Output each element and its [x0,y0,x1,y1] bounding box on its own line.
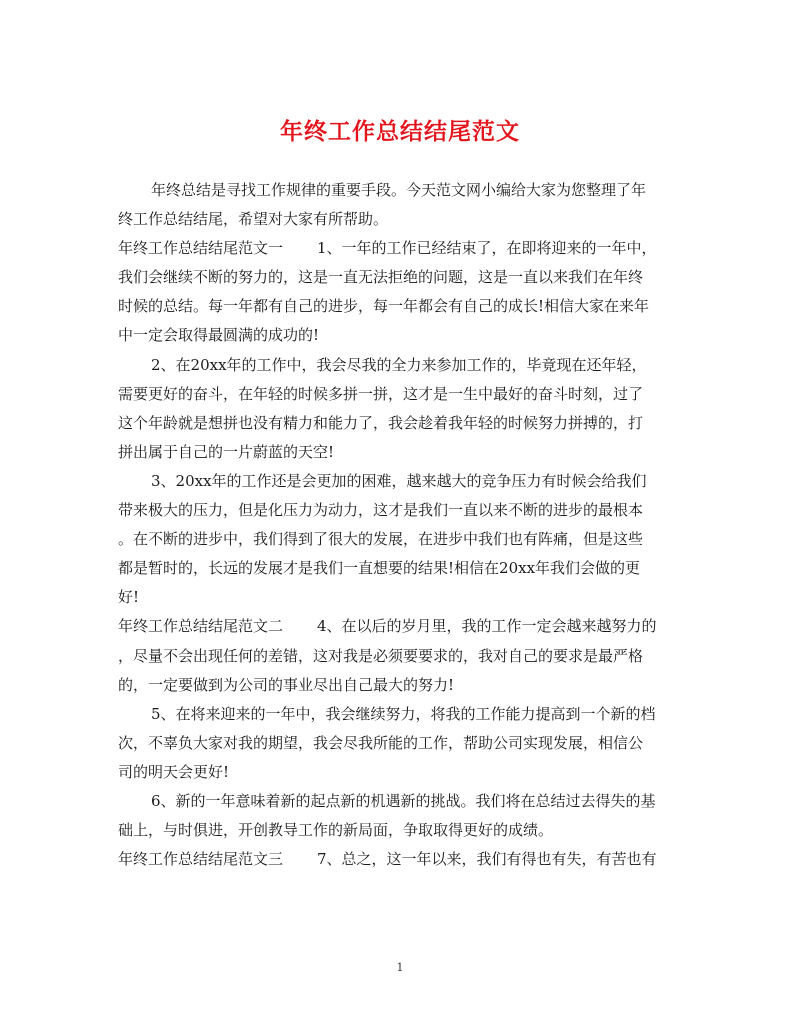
text-line [118,642,680,671]
section-label: 年终工作总结结尾范文二 [118,617,284,636]
line-text: 次，不辜负大家对我的期望，我会尽我所能的工作，帮助公司实现发展，相信公 [118,733,644,752]
line-text: 2、在20xx年的工作中，我会尽我的全力来参加工作的，毕竟现在还年轻， [151,355,647,374]
text-line [118,816,680,845]
line-text: 这个年龄就是想拼也没有精力和能力了，我会趁着我年轻的时候努力拼搏的，打 [118,413,644,432]
line-text: 时候的总结。每一年都有自己的进步，每一年都会有自己的成长!相信大家在来年 [118,297,650,316]
document-title: 年终工作总结结尾范文 [280,118,520,145]
text-line [118,700,680,729]
line-text: 的，一定要做到为公司的事业尽出自己最大的努力! [118,675,455,694]
text-line [118,525,680,554]
page-number: 1 [396,961,404,974]
line-text: 年终总结是寻找工作规律的重要手段。今天范文网小编给大家为您整理了年 [151,181,647,199]
line-text: 拼出属于自己的一片蔚蓝的天空! [118,442,335,461]
line-text: 终工作总结结尾，希望对大家有所帮助。 [118,210,389,229]
text-line [118,263,680,292]
text-line [118,729,680,758]
text-line [118,787,680,816]
text-line [118,205,680,234]
text-line [118,467,680,496]
text-line [118,583,680,612]
line-text: 。在不断的进步中，我们得到了很大的发展，在进步中我们也有阵痛，但是这些 [118,530,644,549]
line-text: 好! [118,588,140,607]
line-text: 3、20xx年的工作还是会更加的困难，越来越大的竞争压力有时候会给我们 [151,471,647,490]
line-text: 6、新的一年意味着新的起点新的机遇新的挑战。我们将在总结过去得失的基 [151,791,656,810]
text-line [118,321,680,350]
line-text: 司的明天会更好! [118,762,230,781]
line-text: 5、在将来迎来的一年中，我会继续努力，将我的工作能力提高到一个新的档 [151,704,656,723]
section-label: 年终工作总结结尾范文三 [118,850,284,869]
line-text: 中一定会取得最圆满的成功的! [118,326,320,345]
text-line [118,351,680,380]
line-text: 7、总之，这一年以来，我们有得也有失，有苦也有 [317,850,657,869]
text-line [118,380,680,409]
document-body [118,176,680,874]
line-text: 带来极大的压力，但是化压力为动力，这才是我们一直以来不断的进步的最根本 [118,501,644,520]
text-line [118,292,680,321]
text-line [118,554,680,583]
line-text: 需要更好的奋斗，在年轻的时候多拼一拼，这才是一生中最好的奋斗时刻，过了 [118,384,644,403]
text-line [118,409,680,438]
text-line [118,496,680,525]
text-line [118,234,680,263]
text-line [118,176,680,205]
text-line [118,612,680,641]
text-line [118,438,680,467]
line-text: 我们会继续不断的努力的，这是一直无法拒绝的问题，这是一直以来我们在年终 [118,268,644,287]
line-text: 1、一年的工作已经结束了，在即将迎来的一年中， [317,239,657,258]
line-text: 础上，与时俱进，开创教导工作的新局面，争取取得更好的成绩。 [118,821,554,840]
section-label: 年终工作总结结尾范文一 [118,239,284,258]
text-line [118,758,680,787]
line-text: 4、在以后的岁月里，我的工作一定会越来越努力的 [317,617,657,636]
line-text: ，尽量不会出现任何的差错，这对我是必须要要求的，我对自己的要求是最严格 [118,646,644,665]
text-line [118,845,680,874]
text-line [118,671,680,700]
line-text: 都是暂时的，长远的发展才是我们一直想要的结果!相信在20xx年我们会做的更 [118,559,641,578]
